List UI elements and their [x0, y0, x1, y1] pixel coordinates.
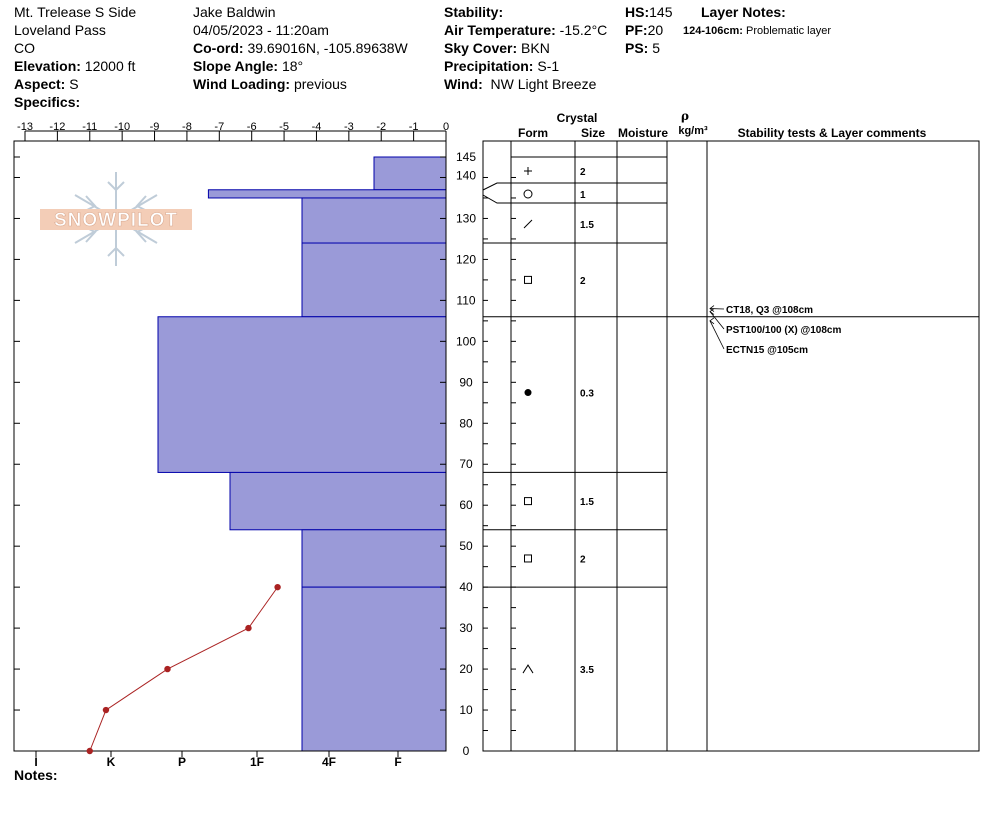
hardness-bar — [208, 190, 446, 198]
specifics-label: Specifics: — [14, 94, 81, 110]
temperature-point — [164, 666, 170, 672]
observation-datetime: 04/05/2023 - 11:20am — [193, 22, 329, 38]
stability-test: CT18, Q3 @108cm — [726, 305, 814, 316]
elevation-label: Elevation: — [14, 58, 81, 74]
temp-tick-label: -6 — [246, 121, 257, 133]
stability-arrow — [710, 321, 724, 349]
temperature-profile — [87, 584, 281, 754]
hardness-tick-label: F — [394, 755, 402, 769]
height-tick-label: 120 — [455, 252, 477, 267]
height-tick-label: 10 — [459, 703, 473, 718]
temperature-point — [274, 584, 280, 590]
area-name: Loveland Pass — [14, 22, 106, 38]
temp-tick-label: -8 — [182, 121, 192, 133]
layer-note-text: Problematic layer — [746, 25, 831, 37]
location-name: Mt. Trelease S Side — [14, 4, 137, 20]
wind-value: NW Light Breeze — [490, 76, 597, 92]
ps-label: PS: — [625, 40, 649, 56]
layer-connector — [483, 195, 511, 203]
height-tick-label: 80 — [459, 416, 473, 431]
hs-value: 145 — [649, 4, 673, 20]
hardness-tick-label: I — [34, 755, 38, 769]
temp-tick-label: -12 — [49, 121, 66, 133]
pf-value: 20 — [647, 22, 664, 38]
ps-value: 5 — [652, 40, 661, 56]
temp-tick-label: -4 — [311, 121, 322, 133]
crystal-form-icon — [523, 665, 533, 673]
temp-tick-label: -13 — [17, 121, 33, 133]
height-tick-label: 30 — [459, 621, 473, 636]
elevation-value: 12000 ft — [84, 58, 136, 74]
height-tick-label: 140 — [455, 168, 477, 183]
hardness-bar — [230, 472, 446, 529]
stability-label: Stability: — [444, 4, 504, 20]
temperature-line — [90, 587, 278, 751]
logo-text: SNOWPILOT — [53, 210, 179, 231]
stability-header: Stability tests & Layer comments — [737, 126, 927, 140]
crystal-form-icon — [525, 498, 532, 505]
crystal-size: 2 — [580, 167, 586, 178]
hardness-tick-label: 1F — [249, 755, 265, 769]
state-name: CO — [14, 40, 35, 56]
notes-label: Notes: — [14, 767, 58, 783]
crystal-size: 2 — [580, 275, 586, 287]
layer-connector — [483, 183, 511, 190]
rho-header: ρ — [681, 109, 689, 123]
height-tick-label: 145 — [455, 150, 477, 164]
temp-tick-label: -5 — [279, 121, 289, 133]
hardness-tick-label: P — [177, 755, 187, 769]
air-temp-label: Air Temperature: — [444, 22, 556, 38]
crystal-form-icon — [525, 276, 532, 283]
stability-arrow — [710, 312, 724, 329]
hardness-bar — [158, 317, 446, 473]
crystal-header: Crystal — [556, 111, 598, 125]
temperature-point — [245, 625, 251, 631]
height-tick-label: 90 — [459, 375, 473, 390]
slope-value: 18° — [281, 58, 304, 74]
hardness-bar — [374, 157, 446, 190]
wind-label: Wind: — [444, 76, 483, 92]
wind-loading-label: Wind Loading: — [193, 76, 291, 92]
temp-tick-label: 0 — [442, 121, 450, 133]
hardness-bar — [302, 587, 446, 751]
height-tick-label: 60 — [459, 498, 473, 513]
crystal-size: 3.5 — [580, 665, 594, 677]
observer-name: Jake Baldwin — [193, 4, 276, 20]
crystal-size: 1 — [580, 190, 586, 201]
height-tick-label: 100 — [455, 334, 477, 349]
aspect-value: S — [69, 76, 79, 92]
temp-tick-label: -11 — [82, 121, 98, 133]
crystal-size: 2 — [580, 554, 586, 566]
hardness-tick-label: K — [106, 755, 116, 769]
snowpilot-logo — [40, 172, 192, 266]
hardness-bar — [302, 243, 446, 317]
height-tick-label: 70 — [459, 457, 473, 472]
height-tick-label: 110 — [456, 293, 476, 308]
wind-loading-value: previous — [293, 76, 347, 92]
crystal-form-icon — [525, 389, 532, 396]
hardness-tick-label: 4F — [321, 755, 337, 769]
temp-tick-label: -9 — [149, 121, 160, 133]
crystal-size: 0.3 — [580, 388, 594, 400]
temp-tick-label: -2 — [376, 121, 387, 133]
height-tick-label: 130 — [455, 211, 477, 226]
coord-label: Co-ord: — [193, 40, 244, 56]
crystal-size: 1.5 — [580, 220, 594, 231]
slope-label: Slope Angle: — [193, 58, 279, 74]
stability-test: PST100/100 (X) @108cm — [726, 325, 842, 336]
pf-label: PF: — [625, 22, 648, 38]
form-header: Form — [518, 126, 548, 140]
height-tick-label: 40 — [459, 580, 473, 595]
layer-notes-label: Layer Notes: — [701, 4, 786, 20]
temp-tick-label: -7 — [214, 121, 225, 133]
crystal-form-icon — [524, 167, 532, 175]
layer-table — [483, 141, 979, 751]
height-tick-label: 50 — [459, 539, 473, 554]
sky-value: BKN — [521, 40, 550, 56]
temp-tick-label: -10 — [114, 121, 131, 133]
temperature-point — [87, 748, 93, 754]
crystal-form-icon — [525, 555, 532, 562]
density-header: kg/m³ — [678, 125, 708, 137]
precip-value: S-1 — [537, 58, 560, 74]
hardness-bar — [302, 198, 446, 243]
height-tick-label: 0 — [462, 744, 470, 758]
hs-label: HS: — [625, 4, 650, 20]
size-header: Size — [580, 126, 606, 140]
temperature-point — [103, 707, 109, 713]
temp-tick-label: -3 — [343, 121, 354, 133]
coord-value: 39.69016N, -105.89638W — [247, 40, 408, 56]
moisture-header: Moisture — [617, 126, 669, 140]
aspect-label: Aspect: — [14, 76, 66, 92]
crystal-size: 1.5 — [580, 497, 594, 509]
layer-note-range: 124-106cm: — [683, 25, 743, 37]
stability-test: ECTN15 @105cm — [726, 345, 809, 356]
precip-label: Precipitation: — [444, 58, 534, 74]
hardness-bars — [158, 157, 446, 751]
crystal-form-icon — [524, 190, 532, 198]
air-temp-value: -15.2°C — [559, 22, 608, 38]
height-tick-label: 20 — [459, 662, 473, 677]
crystal-form-icon — [524, 220, 532, 228]
table-frame — [483, 141, 979, 751]
hardness-bar — [302, 530, 446, 587]
sky-label: Sky Cover: — [444, 40, 518, 56]
temp-tick-label: -1 — [408, 121, 419, 133]
